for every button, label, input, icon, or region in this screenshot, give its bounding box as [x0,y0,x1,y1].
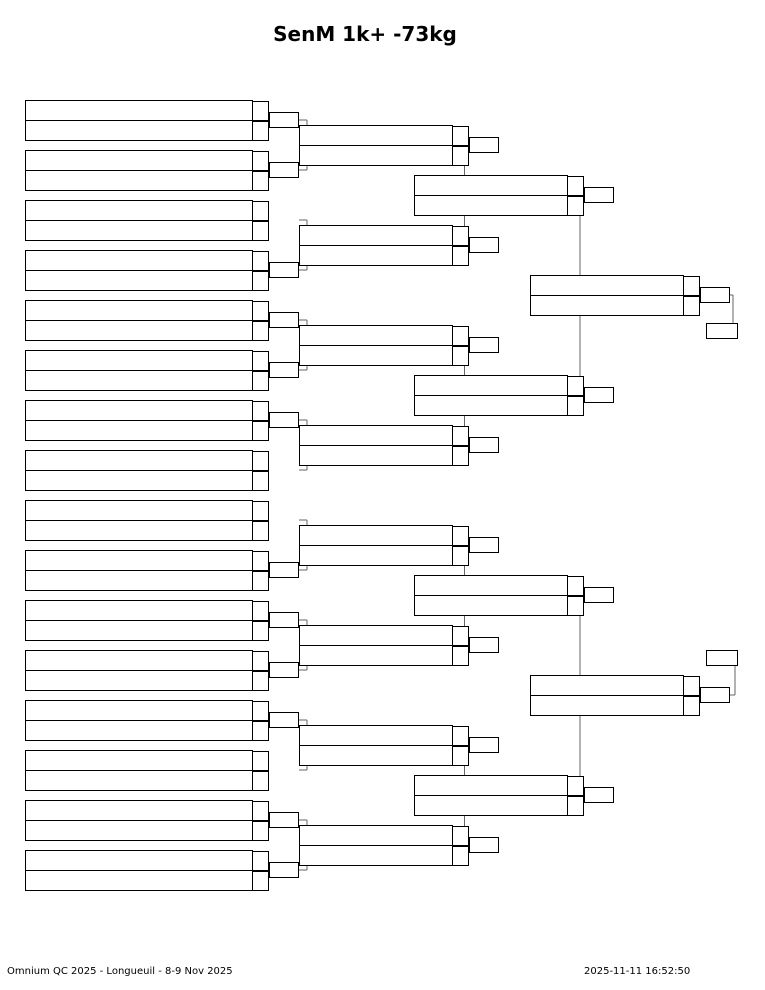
score-value [567,796,584,816]
score-value [252,521,269,541]
final-ref-code [706,323,738,339]
score-value [252,221,269,241]
match-card [25,850,253,891]
score-value [683,276,700,296]
score-value [252,821,269,841]
competitor-name [300,326,454,346]
score-value [252,501,269,521]
match-card [25,200,253,241]
match-code [469,337,499,353]
competitor-name [415,176,569,196]
match-card [25,150,253,191]
score-value [252,571,269,591]
footer-event: Omnium QC 2025 - Longueuil - 8-9 Nov 2025 [7,966,233,977]
match-code [469,537,499,553]
competitor-name [26,751,254,771]
match-card [25,300,253,341]
competitor-name [300,726,454,746]
match-code [700,687,730,703]
competitor-name [26,101,254,121]
competitor-name [415,376,569,396]
score-value [252,721,269,741]
score-value [452,646,469,666]
score-value [252,621,269,641]
score-value [252,371,269,391]
competitor-name [300,626,454,646]
competitor-name [300,126,454,146]
competitor-name [26,851,254,871]
competitor-name [26,871,254,891]
score-value [252,251,269,271]
match-card [25,450,253,491]
score-value [252,451,269,471]
footer-timestamp: 2025-11-11 16:52:50 [584,966,691,977]
score-value [452,346,469,366]
match-card [299,325,453,366]
match-card [299,425,453,466]
score-value [252,871,269,891]
score-value [252,321,269,341]
competitor-name [26,551,254,571]
match-card [25,500,253,541]
competitor-name [531,676,685,696]
score-value [452,846,469,866]
competitor-name [26,301,254,321]
score-value [452,626,469,646]
competitor-name [26,721,254,741]
match-card [414,575,568,616]
competitor-name [300,246,454,266]
competitor-name [26,121,254,141]
score-value [452,146,469,166]
score-value [683,676,700,696]
score-value [452,226,469,246]
score-value [452,726,469,746]
score-value [452,526,469,546]
competitor-name [531,696,685,716]
match-code [269,712,299,728]
match-code [469,837,499,853]
competitor-name [26,401,254,421]
score-value [452,446,469,466]
match-card [414,375,568,416]
score-value [252,401,269,421]
competitor-name [300,526,454,546]
match-card [299,225,453,266]
score-value [452,246,469,266]
match-card [299,825,453,866]
score-value [252,701,269,721]
score-value [567,776,584,796]
competitor-name [26,771,254,791]
score-value [252,651,269,671]
page-title: SenM 1k+ -73kg [273,22,457,46]
match-code [469,437,499,453]
match-code [269,162,299,178]
match-code [584,587,614,603]
competitor-name [300,546,454,566]
competitor-name [26,501,254,521]
score-value [567,196,584,216]
score-value [252,121,269,141]
score-value [683,696,700,716]
match-code [584,187,614,203]
competitor-name [26,651,254,671]
competitor-name [26,321,254,341]
competitor-name [26,671,254,691]
match-card [25,250,253,291]
match-card [414,175,568,216]
competitor-name [415,396,569,416]
final-ref-code [706,650,738,666]
competitor-name [26,701,254,721]
competitor-name [300,646,454,666]
score-value [452,746,469,766]
match-card [299,525,453,566]
competitor-name [300,426,454,446]
competitor-name [300,146,454,166]
match-card [25,400,253,441]
score-value [452,326,469,346]
score-value [452,126,469,146]
match-card [299,125,453,166]
competitor-name [26,471,254,491]
score-value [252,271,269,291]
score-value [252,351,269,371]
score-value [252,151,269,171]
competitor-name [26,621,254,641]
competitor-name [26,571,254,591]
match-code [269,812,299,828]
score-value [252,101,269,121]
match-code [469,737,499,753]
score-value [452,546,469,566]
score-value [252,671,269,691]
match-card [530,275,684,316]
competitor-name [300,746,454,766]
match-code [269,412,299,428]
competitor-name [415,576,569,596]
competitor-name [26,221,254,241]
score-value [252,801,269,821]
score-value [567,396,584,416]
competitor-name [531,296,685,316]
score-value [252,851,269,871]
competitor-name [26,371,254,391]
match-card [25,650,253,691]
match-card [25,550,253,591]
match-card [25,750,253,791]
competitor-name [26,421,254,441]
match-card [25,600,253,641]
score-value [683,296,700,316]
score-value [252,201,269,221]
competitor-name [300,846,454,866]
competitor-name [300,226,454,246]
match-code [269,362,299,378]
score-value [567,176,584,196]
match-code [269,312,299,328]
competitor-name [26,271,254,291]
match-card [299,625,453,666]
match-card [25,800,253,841]
score-value [452,426,469,446]
match-code [269,612,299,628]
score-value [252,421,269,441]
match-code [700,287,730,303]
competitor-name [531,276,685,296]
competitor-name [415,596,569,616]
score-value [452,826,469,846]
match-code [269,662,299,678]
competitor-name [300,346,454,366]
competitor-name [26,201,254,221]
score-value [252,301,269,321]
competitor-name [415,196,569,216]
competitor-name [26,521,254,541]
competitor-name [26,451,254,471]
competitor-name [300,826,454,846]
match-card [299,725,453,766]
match-card [25,100,253,141]
match-code [584,387,614,403]
competitor-name [26,821,254,841]
match-card [530,675,684,716]
competitor-name [26,601,254,621]
competitor-name [26,801,254,821]
match-card [25,350,253,391]
match-code [469,637,499,653]
competitor-name [26,351,254,371]
match-code [269,112,299,128]
score-value [567,576,584,596]
score-value [252,171,269,191]
match-card [414,775,568,816]
match-code [269,262,299,278]
score-value [252,601,269,621]
score-value [252,771,269,791]
match-code [269,562,299,578]
score-value [567,376,584,396]
competitor-name [26,251,254,271]
competitor-name [26,171,254,191]
score-value [252,751,269,771]
competitor-name [300,446,454,466]
match-card [25,700,253,741]
competitor-name [415,796,569,816]
competitor-name [415,776,569,796]
match-code [469,137,499,153]
competitor-name [26,151,254,171]
match-code [269,862,299,878]
match-code [469,237,499,253]
score-value [252,551,269,571]
score-value [252,471,269,491]
score-value [567,596,584,616]
match-code [584,787,614,803]
